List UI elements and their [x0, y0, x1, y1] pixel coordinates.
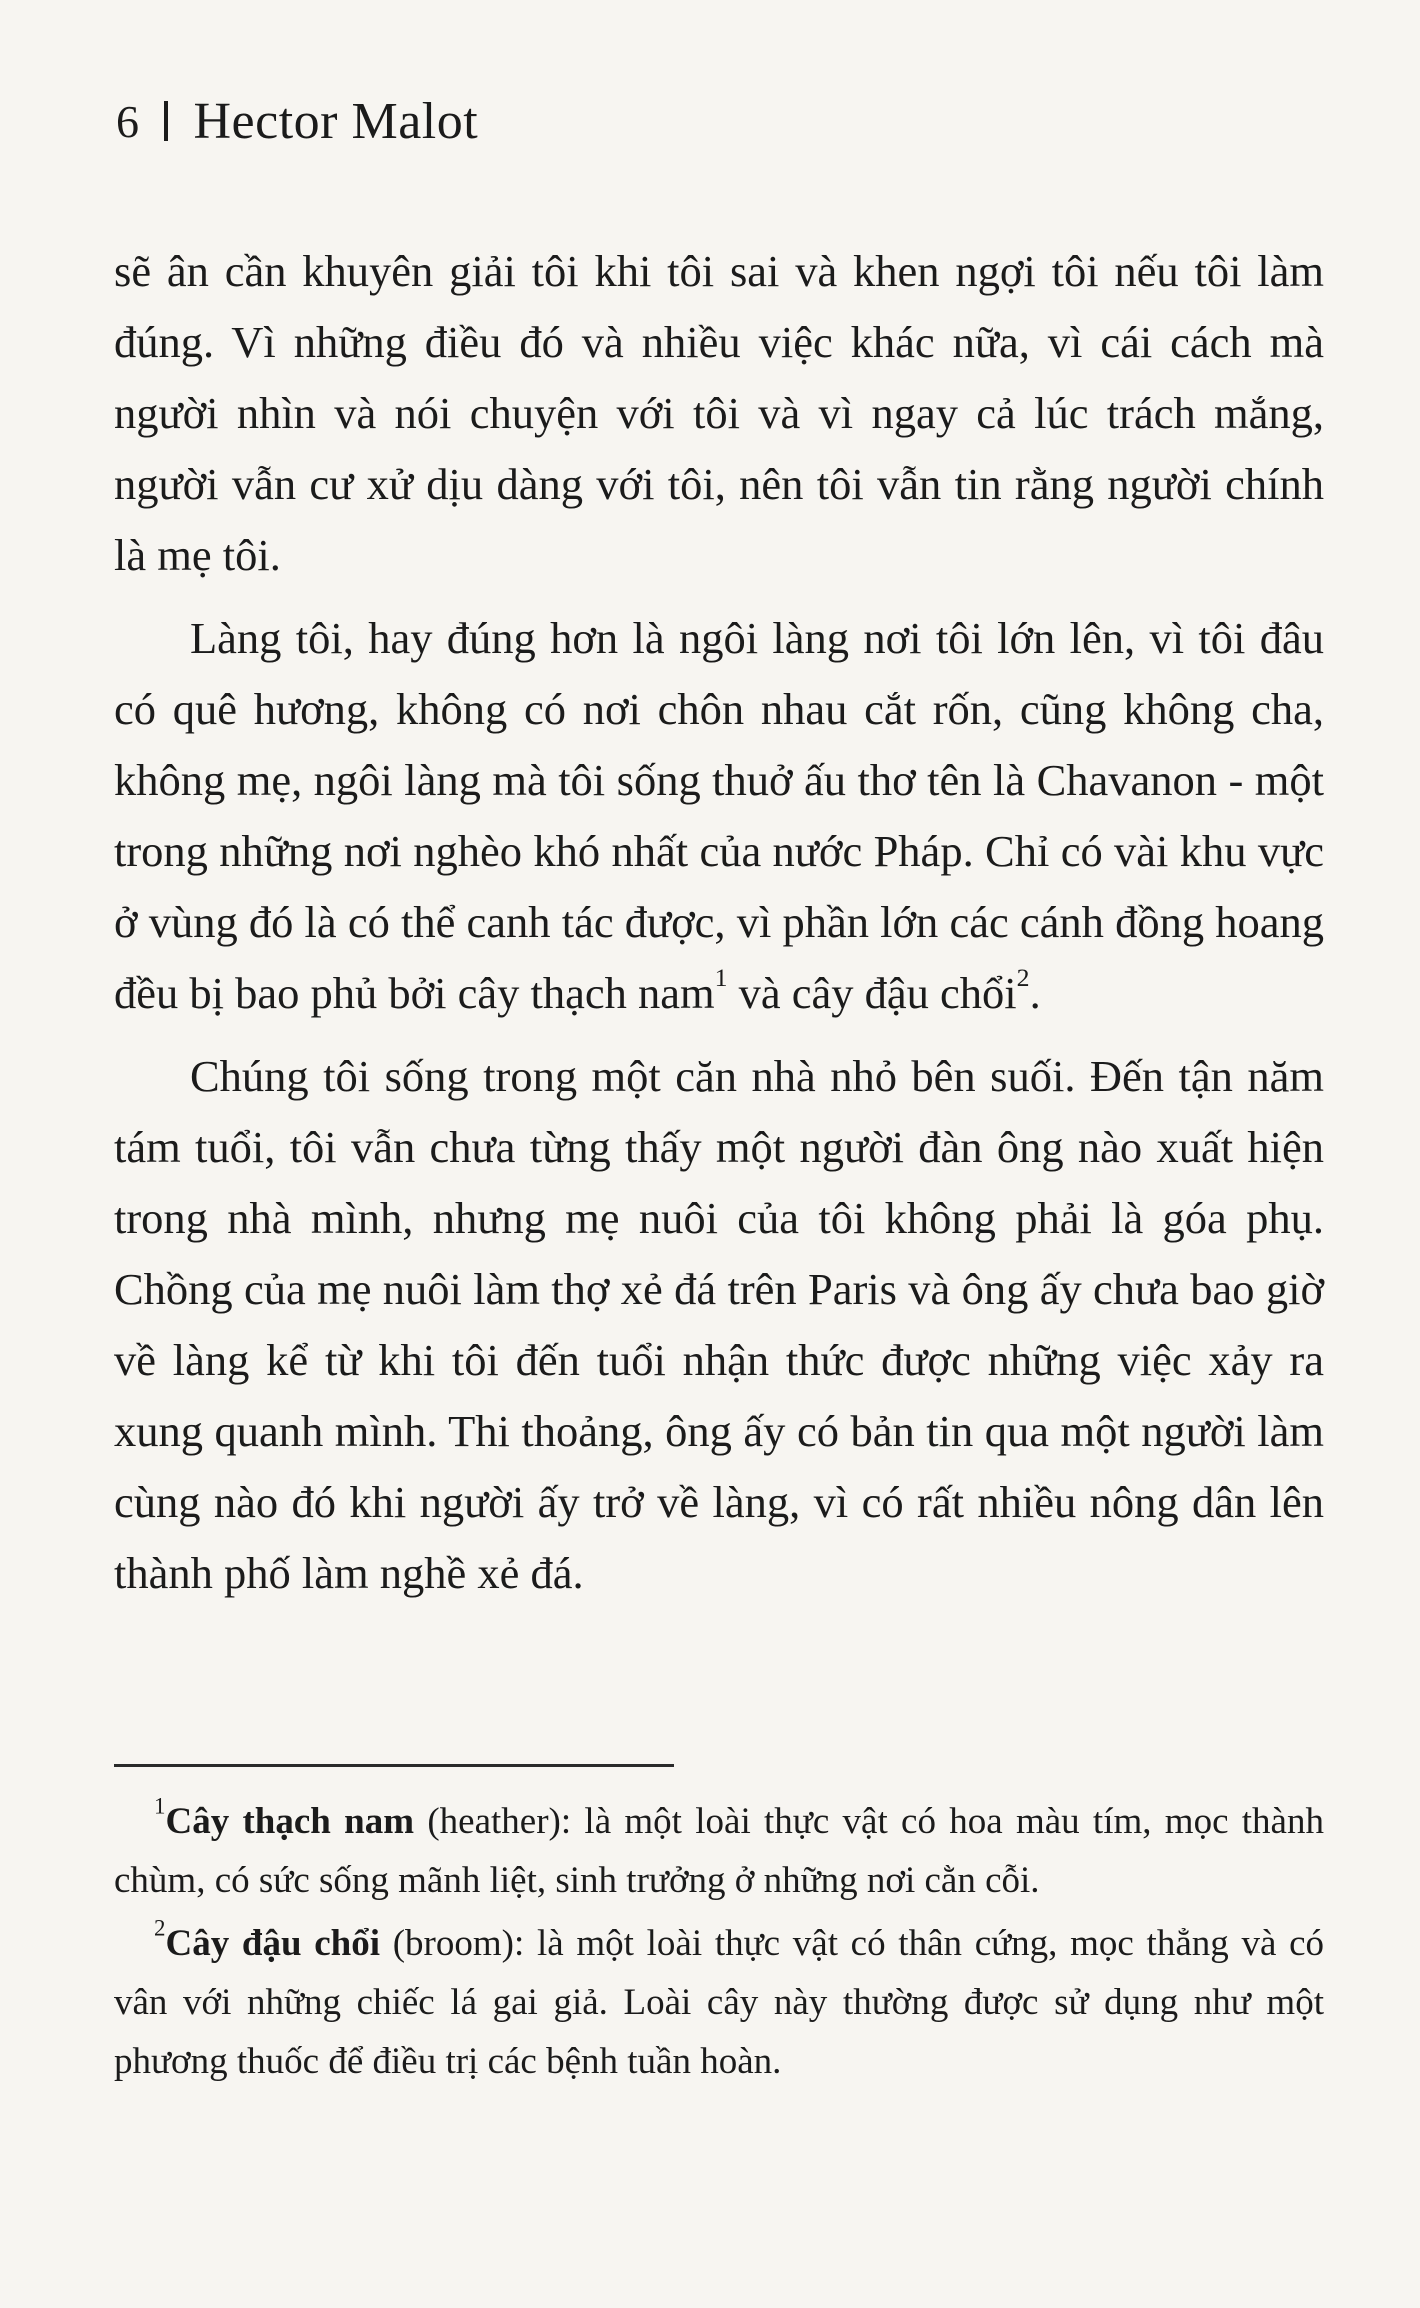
paragraph-1	[114, 236, 1324, 591]
header-separator	[164, 101, 168, 141]
paragraph-2-text-b: và cây đậu chổi	[727, 968, 1017, 1018]
paragraph-3-text: Chúng tôi sống trong một căn nhà nhỏ bên suối. Đến tận năm tám tuổi, tôi vẫn chưa từng thấy một người đàn ông nào xuất hiện trong nhà mình, nhưng mẹ nuôi của tôi không phải là góa phụ. Chồng của mẹ nuôi làm thợ xẻ đá trên Paris và ông ấy chưa bao giờ về làng kể từ khi tôi đến tuổi nhận thức được những việc xảy ra xung quanh mình. Thi thoảng, ông ấy có bản tin qua một người làm cùng nào đó khi người ấy trở về làng, vì có rất nhiều nông dân lên thành phố làm nghề xẻ đá.	[114, 1051, 1324, 1598]
footnote-2-marker: 2	[154, 1915, 166, 1941]
footnote-rule	[114, 1764, 674, 1767]
footnote-1-marker: 1	[154, 1793, 166, 1819]
paragraph-2	[114, 603, 1324, 1029]
footnote-2	[114, 1914, 1324, 2091]
footnote-1-text: (heather): là một loài thực vật có hoa màu tím, mọc thành chùm, có sức sống mãnh liệt, sinh trưởng ở những nơi cằn cỗi.	[114, 1801, 1324, 1901]
footnote-1	[114, 1792, 1324, 1910]
footnote-2-term: Cây đậu chổi	[165, 1923, 381, 1964]
paragraph-2-text-c: .	[1029, 968, 1041, 1018]
footnote-2-text: (broom): là một loài thực vật có thân cứng, mọc thẳng và có vân với những chiếc lá gai giả. Loài cây này thường được sử dụng như một phương thuốc để điều trị các bệnh tuần hoàn.	[114, 1923, 1324, 2082]
footnote-1-term: Cây thạch nam	[165, 1801, 415, 1842]
paragraph-1-text: sẽ ân cần khuyên giải tôi khi tôi sai và khen ngợi tôi nếu tôi làm đúng. Vì những điều đó và nhiều việc khác nữa, vì cái cách mà người nhìn và nói chuyện với tôi và vì ngay cả lúc trách mắng, người vẫn cư xử dịu dàng với tôi, nên tôi vẫn tin rằng người chính là mẹ tôi.	[114, 246, 1324, 580]
running-header	[116, 86, 478, 156]
footnote-ref-1: 1	[714, 963, 728, 993]
paragraph-2-text-a: Làng tôi, hay đúng hơn là ngôi làng nơi tôi lớn lên, vì tôi đâu có quê hương, không có nơi chôn nhau cắt rốn, cũng không cha, không mẹ, ngôi làng mà tôi sống thuở ấu thơ tên là Chavanon - một trong những nơi nghèo khó nhất của nước Pháp. Chỉ có vài khu vực ở vùng đó là có thể canh tác được, vì phần lớn các cánh đồng hoang đều bị bao phủ bởi cây thạch nam	[114, 613, 1324, 1018]
footnote-ref-2: 2	[1016, 963, 1030, 993]
footnotes	[114, 1792, 1324, 2095]
paragraph-3	[114, 1041, 1324, 1609]
author-name: Hector Malot	[193, 92, 479, 150]
body-text	[114, 236, 1324, 1621]
page-number: 6	[116, 95, 140, 147]
